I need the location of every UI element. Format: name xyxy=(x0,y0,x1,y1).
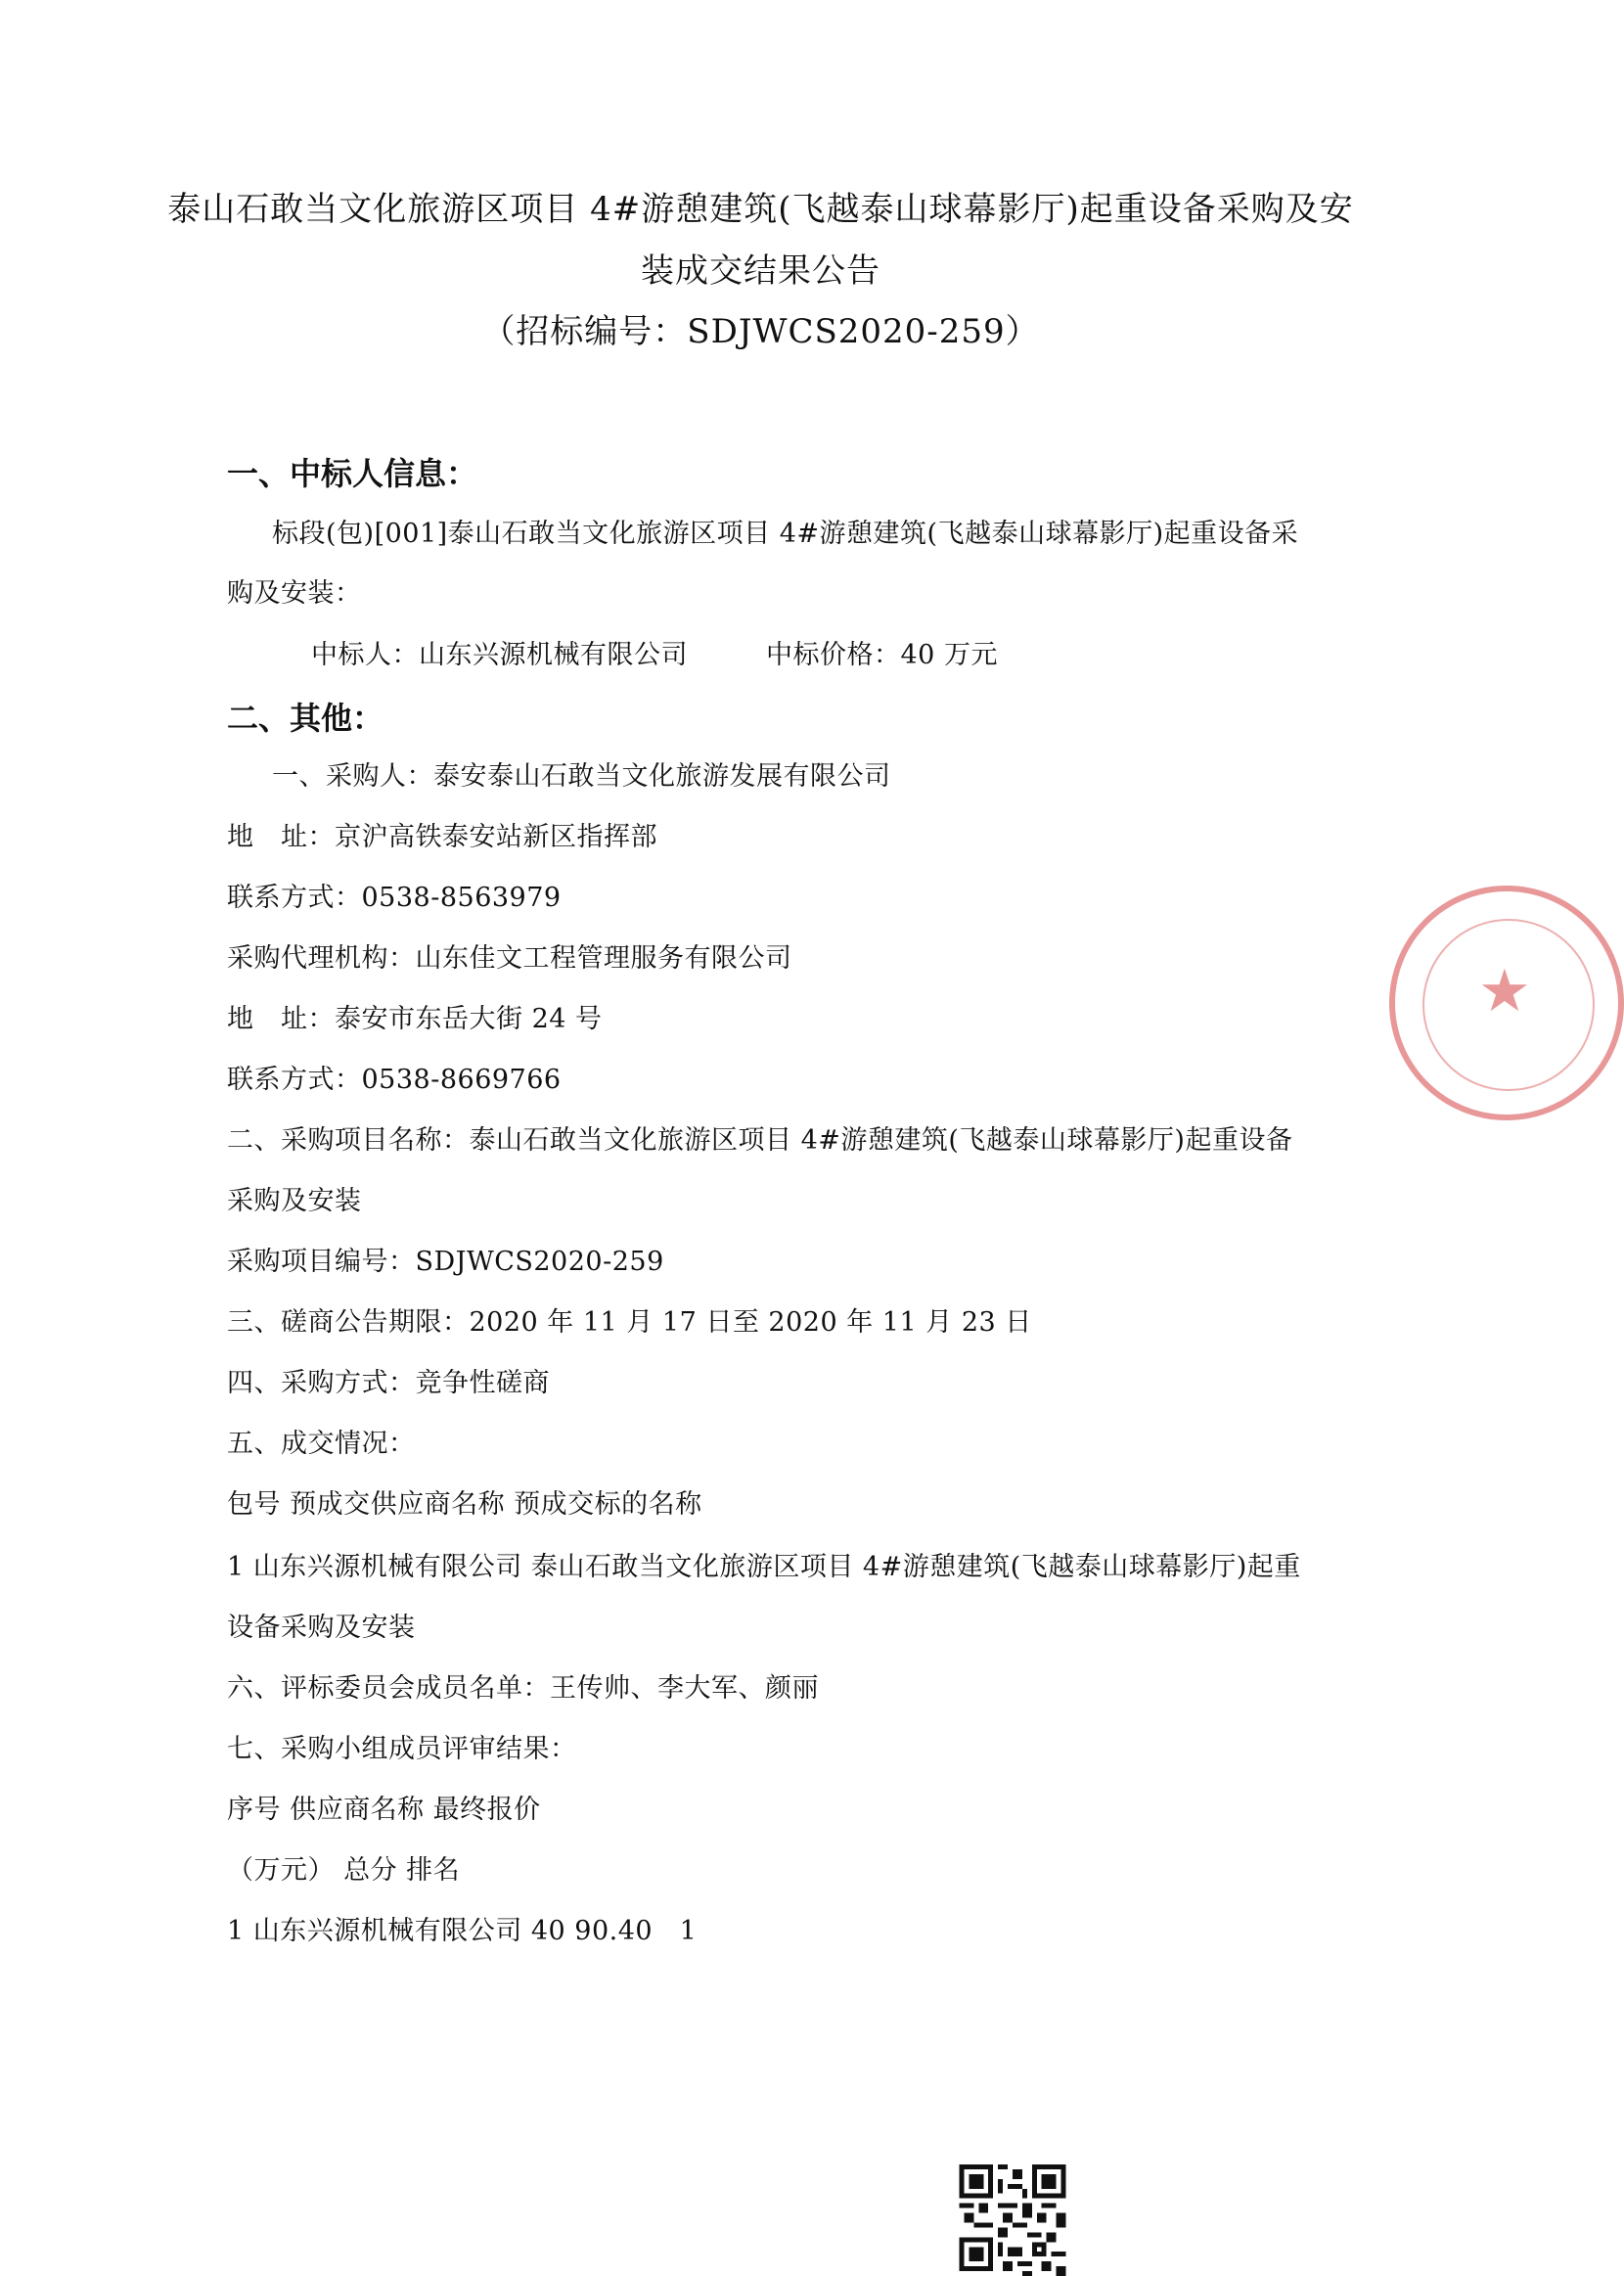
project-name-line-1: 二、采购项目名称：泰山石敢当文化旅游区项目 4#游憩建筑(飞越泰山球幕影厅)起重设备 xyxy=(227,1125,1293,1156)
purchaser-line: 一、采购人：泰安泰山石敢当文化旅游发展有限公司 xyxy=(272,761,891,792)
agency-address-line: 地 址：泰安市东岳大街 24 号 xyxy=(227,1004,603,1034)
document-title-line-1: 泰山石敢当文化旅游区项目 4#游憩建筑(飞越泰山球幕影厅)起重设备采购及安 xyxy=(167,190,1354,229)
lot-description-line-2: 购及安装： xyxy=(227,578,362,609)
review-table-header-2: （万元） 总分 排名 xyxy=(227,1855,461,1886)
deal-table-row-1-line-1: 1 山东兴源机械有限公司 泰山石敢当文化旅游区项目 4#游憩建筑(飞越泰山球幕影厅)起重 xyxy=(227,1552,1301,1582)
deal-status-heading: 五、成交情况： xyxy=(227,1429,416,1459)
winner-price: 中标价格：40 万元 xyxy=(766,640,998,670)
purchaser-address-line: 地 址：京沪高铁泰安站新区指挥部 xyxy=(227,822,657,852)
deal-table-row-1-line-2: 设备采购及安装 xyxy=(227,1613,416,1643)
seal-star-icon: ★ xyxy=(1478,957,1531,1025)
lot-description-line-1: 标段(包)[001]泰山石敢当文化旅游区项目 4#游憩建筑(飞越泰山球幕影厅)起重设备采 xyxy=(272,519,1299,549)
committee-members-line: 六、评标委员会成员名单：王传帅、李大军、颜丽 xyxy=(227,1673,819,1704)
project-number-line: 采购项目编号：SDJWCS2020-259 xyxy=(227,1247,664,1277)
project-name-line-2: 采购及安装 xyxy=(227,1186,362,1216)
section-heading-winner-info: 一、中标人信息： xyxy=(227,455,478,492)
document-title-line-3: （招标编号：SDJWCS2020-259） xyxy=(481,312,1040,351)
procurement-method-line: 四、采购方式：竞争性磋商 xyxy=(227,1368,550,1398)
section-heading-other: 二、其他： xyxy=(227,700,384,737)
notice-period-line: 三、磋商公告期限：2020 年 11 月 17 日至 2020 年 11 月 23 日 xyxy=(227,1307,1032,1338)
document-title-line-2: 装成交结果公告 xyxy=(641,251,880,291)
company-seal-icon xyxy=(1389,886,1624,1120)
agency-contact-line: 联系方式：0538-8669766 xyxy=(227,1065,562,1095)
winner-name: 中标人：山东兴源机械有限公司 xyxy=(311,640,688,670)
review-table-header-1: 序号 供应商名称 最终报价 xyxy=(227,1795,541,1825)
review-table-row-1: 1 山东兴源机械有限公司 40 90.40 1 xyxy=(227,1916,698,1946)
agency-line: 采购代理机构：山东佳文工程管理服务有限公司 xyxy=(227,943,792,974)
deal-table-header: 包号 预成交供应商名称 预成交标的名称 xyxy=(227,1489,702,1520)
purchaser-contact-line: 联系方式：0538-8563979 xyxy=(227,883,562,913)
winner-row xyxy=(311,638,998,673)
review-results-heading: 七、采购小组成员评审结果： xyxy=(227,1734,577,1764)
qr-code-icon xyxy=(959,2164,1066,2276)
